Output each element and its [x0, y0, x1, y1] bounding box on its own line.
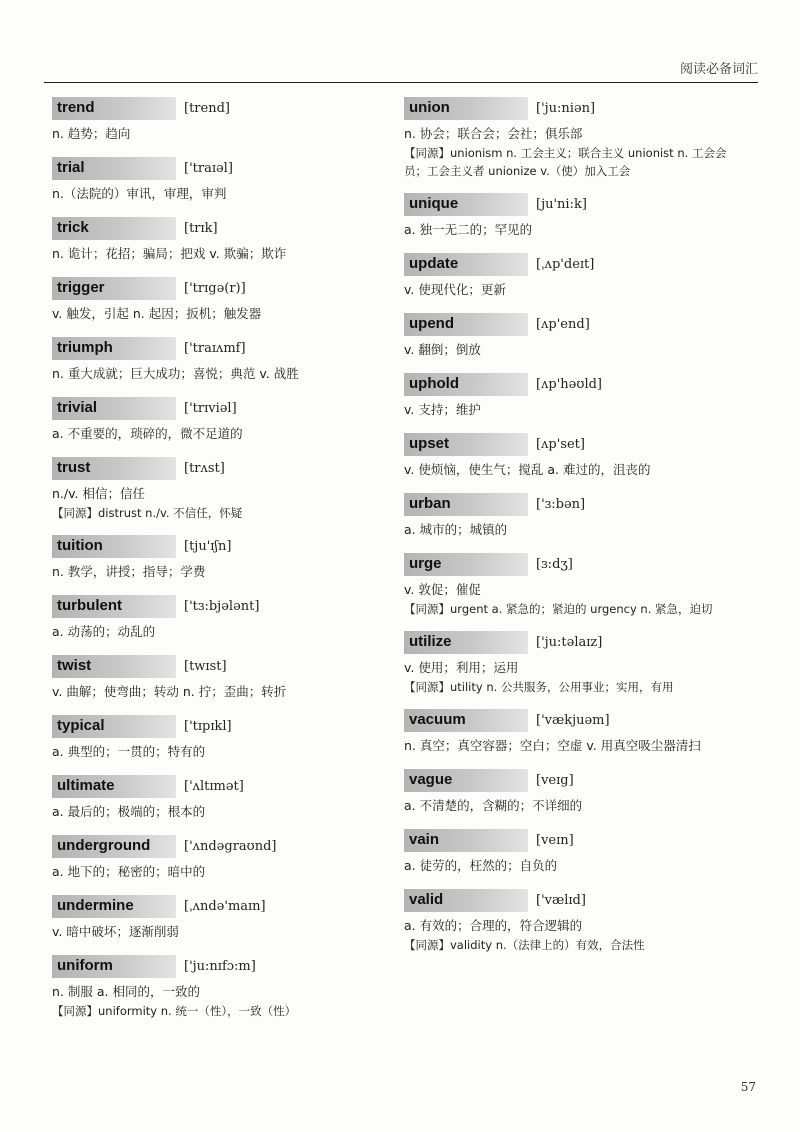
phonetic: [veɪn]: [536, 833, 574, 848]
vocab-entry: [52, 595, 392, 642]
vocab-entry: [404, 373, 744, 420]
phonetic: [trɪk]: [184, 221, 218, 236]
phonetic: ['vælɪd]: [536, 893, 586, 908]
definition: a. 最后的；极端的；根本的: [52, 804, 206, 819]
vocab-entry: [404, 709, 744, 756]
definition: v. 支持；维护: [404, 402, 481, 417]
headword: vain: [404, 829, 528, 852]
cognate-note: 【同源】distrust n./v. 不信任，怀疑: [52, 506, 243, 520]
phonetic: [veɪg]: [536, 773, 574, 788]
definition: a. 不重要的，琐碎的，微不足道的: [52, 426, 243, 441]
vocab-entry: [52, 535, 392, 582]
vocab-entry: [52, 895, 392, 942]
phonetic: ['ɜ:bən]: [536, 497, 586, 512]
definition: n. 协会；联合会；会社；俱乐部: [404, 126, 583, 141]
entry-head-row: [404, 769, 744, 792]
page-number: 57: [740, 1080, 756, 1094]
entry-head-row: [52, 955, 392, 978]
phonetic: ['traɪəl]: [184, 161, 233, 176]
headword: vague: [404, 769, 528, 792]
headword: turbulent: [52, 595, 176, 618]
vocab-entry: [52, 97, 392, 144]
phonetic: ['traɪʌmf]: [184, 341, 246, 356]
vocab-entry: [52, 955, 392, 1020]
headword: urban: [404, 493, 528, 516]
headword: underground: [52, 835, 176, 858]
entry-head-row: [52, 337, 392, 360]
phonetic: [ju'ni:k]: [536, 197, 587, 212]
definition: n. 诡计；花招；骗局；把戏 v. 欺骗；欺诈: [52, 246, 287, 261]
cognate-note: 【同源】urgent a. 紧急的；紧迫的 urgency n. 紧急，迫切: [404, 602, 713, 616]
phonetic: ['trɪviəl]: [184, 401, 237, 416]
phonetic: [ʌp'set]: [536, 437, 585, 452]
definition: n. 重大成就；巨大成功；喜悦；典范 v. 战胜: [52, 366, 299, 381]
phonetic: ['ju:təlaɪz]: [536, 635, 603, 650]
entry-head-row: [52, 457, 392, 480]
headword: tuition: [52, 535, 176, 558]
entry-head-row: [52, 397, 392, 420]
vocab-entry: [404, 631, 744, 696]
entry-head-row: [52, 895, 392, 918]
cognate-note: 【同源】validity n.（法律上的）有效，合法性: [404, 938, 645, 952]
entry-head-row: [52, 655, 392, 678]
vocab-entry: [404, 97, 744, 180]
definition: n. 制服 a. 相同的，一致的: [52, 984, 200, 999]
phonetic: [trʌst]: [184, 461, 225, 476]
entry-head-row: [404, 253, 744, 276]
headword: valid: [404, 889, 528, 912]
entry-head-row: [404, 193, 744, 216]
definition: n. 趋势；趋向: [52, 126, 131, 141]
headword: trigger: [52, 277, 176, 300]
phonetic: [ˌʌndə'maɪn]: [184, 899, 266, 914]
phonetic: [twɪst]: [184, 659, 227, 674]
vocab-entry: [52, 835, 392, 882]
phonetic: ['tɜ:bjələnt]: [184, 599, 260, 614]
cognate-note: 【同源】unionism n. 工会主义；联合主义 unionist n. 工会会员；工会主义者 unionize v.（使）加入工会: [404, 146, 727, 178]
entry-head-row: [52, 775, 392, 798]
entry-head-row: [404, 553, 744, 576]
vocab-entry: [404, 193, 744, 240]
definition: v. 使现代化；更新: [404, 282, 506, 297]
headword: typical: [52, 715, 176, 738]
definition: v. 翻倒；倒放: [404, 342, 481, 357]
phonetic: [ʌp'həʊld]: [536, 377, 602, 392]
vocab-entry: [404, 769, 744, 816]
headword: trivial: [52, 397, 176, 420]
entry-head-row: [404, 709, 744, 732]
entry-head-row: [52, 835, 392, 858]
entry-head-row: [404, 889, 744, 912]
vocab-entry: [404, 553, 744, 618]
headword: uphold: [404, 373, 528, 396]
vocab-entry: [52, 277, 392, 324]
headword: utilize: [404, 631, 528, 654]
definition: v. 使烦恼，使生气；搅乱 a. 难过的，沮丧的: [404, 462, 651, 477]
headword: undermine: [52, 895, 176, 918]
headword: trial: [52, 157, 176, 180]
phonetic: [tju'ɪʃn]: [184, 539, 232, 554]
definition: a. 有效的；合理的，符合逻辑的: [404, 918, 583, 933]
headword: twist: [52, 655, 176, 678]
headword: triumph: [52, 337, 176, 360]
phonetic: ['vækjuəm]: [536, 713, 610, 728]
cognate-note: 【同源】utility n. 公共服务，公用事业；实用，有用: [404, 680, 674, 694]
vocab-entry: [52, 655, 392, 702]
entry-head-row: [52, 595, 392, 618]
definition: v. 曲解；使弯曲；转动 n. 拧；歪曲；转折: [52, 684, 287, 699]
entry-head-row: [52, 535, 392, 558]
header-rule: [44, 82, 758, 83]
definition: a. 独一无二的；罕见的: [404, 222, 533, 237]
entry-head-row: [52, 715, 392, 738]
phonetic: ['ʌndəgraʊnd]: [184, 839, 277, 854]
headword: update: [404, 253, 528, 276]
vocab-entry: [404, 253, 744, 300]
headword: unique: [404, 193, 528, 216]
phonetic: ['ʌltɪmət]: [184, 779, 244, 794]
headword: vacuum: [404, 709, 528, 732]
vocab-entry: [52, 217, 392, 264]
entry-head-row: [404, 433, 744, 456]
entry-head-row: [404, 313, 744, 336]
vocab-entry: [404, 889, 744, 954]
definition: a. 动荡的；动乱的: [52, 624, 156, 639]
definition: v. 触发，引起 n. 起因；扳机；触发器: [52, 306, 262, 321]
vocab-entry: [52, 457, 392, 522]
vocab-entry: [52, 775, 392, 822]
definition: v. 敦促；催促: [404, 582, 481, 597]
phonetic: [ʌp'end]: [536, 317, 590, 332]
entry-head-row: [52, 217, 392, 240]
definition: a. 地下的；秘密的；暗中的: [52, 864, 206, 879]
entry-head-row: [52, 157, 392, 180]
entry-head-row: [52, 97, 392, 120]
definition: a. 典型的；一贯的；特有的: [52, 744, 206, 759]
phonetic: ['ju:niən]: [536, 101, 596, 116]
headword: urge: [404, 553, 528, 576]
definition: v. 使用；利用；运用: [404, 660, 519, 675]
cognate-note: 【同源】uniformity n. 统一（性），一致（性）: [52, 1004, 297, 1018]
left-column: [52, 97, 392, 1033]
entry-head-row: [404, 829, 744, 852]
definition: a. 不清楚的，含糊的；不详细的: [404, 798, 583, 813]
phonetic: [trend]: [184, 101, 230, 116]
vocab-entry: [52, 715, 392, 762]
entry-head-row: [404, 97, 744, 120]
definition: n. 真空；真空容器；空白；空虚 v. 用真空吸尘器清扫: [404, 738, 701, 753]
definition: a. 城市的；城镇的: [404, 522, 508, 537]
phonetic: ['trɪgə(r)]: [184, 281, 246, 296]
headword: trust: [52, 457, 176, 480]
vocab-entry: [404, 829, 744, 876]
definition: v. 暗中破坏；逐渐削弱: [52, 924, 179, 939]
entry-head-row: [404, 373, 744, 396]
page-header-title: 阅读必备词汇: [679, 62, 758, 77]
entry-head-row: [52, 277, 392, 300]
headword: uniform: [52, 955, 176, 978]
right-column: [404, 97, 744, 967]
phonetic: ['tɪpɪkl]: [184, 719, 232, 734]
vocab-entry: [52, 397, 392, 444]
phonetic: [ɜ:dʒ]: [536, 557, 573, 572]
vocab-entry: [404, 493, 744, 540]
headword: ultimate: [52, 775, 176, 798]
vocab-entry: [404, 433, 744, 480]
vocab-entry: [404, 313, 744, 360]
headword: trend: [52, 97, 176, 120]
headword: union: [404, 97, 528, 120]
phonetic: [ˌʌp'deɪt]: [536, 257, 595, 272]
headword: upset: [404, 433, 528, 456]
phonetic: ['ju:nɪfɔ:m]: [184, 959, 256, 974]
headword: upend: [404, 313, 528, 336]
vocab-entry: [52, 157, 392, 204]
entry-head-row: [404, 631, 744, 654]
definition: n.（法院的）审讯，审理，审判: [52, 186, 227, 201]
definition: n./v. 相信；信任: [52, 486, 145, 501]
headword: trick: [52, 217, 176, 240]
definition: n. 教学，讲授；指导；学费: [52, 564, 206, 579]
vocab-entry: [52, 337, 392, 384]
entry-head-row: [404, 493, 744, 516]
definition: a. 徒劳的，枉然的；自负的: [404, 858, 558, 873]
